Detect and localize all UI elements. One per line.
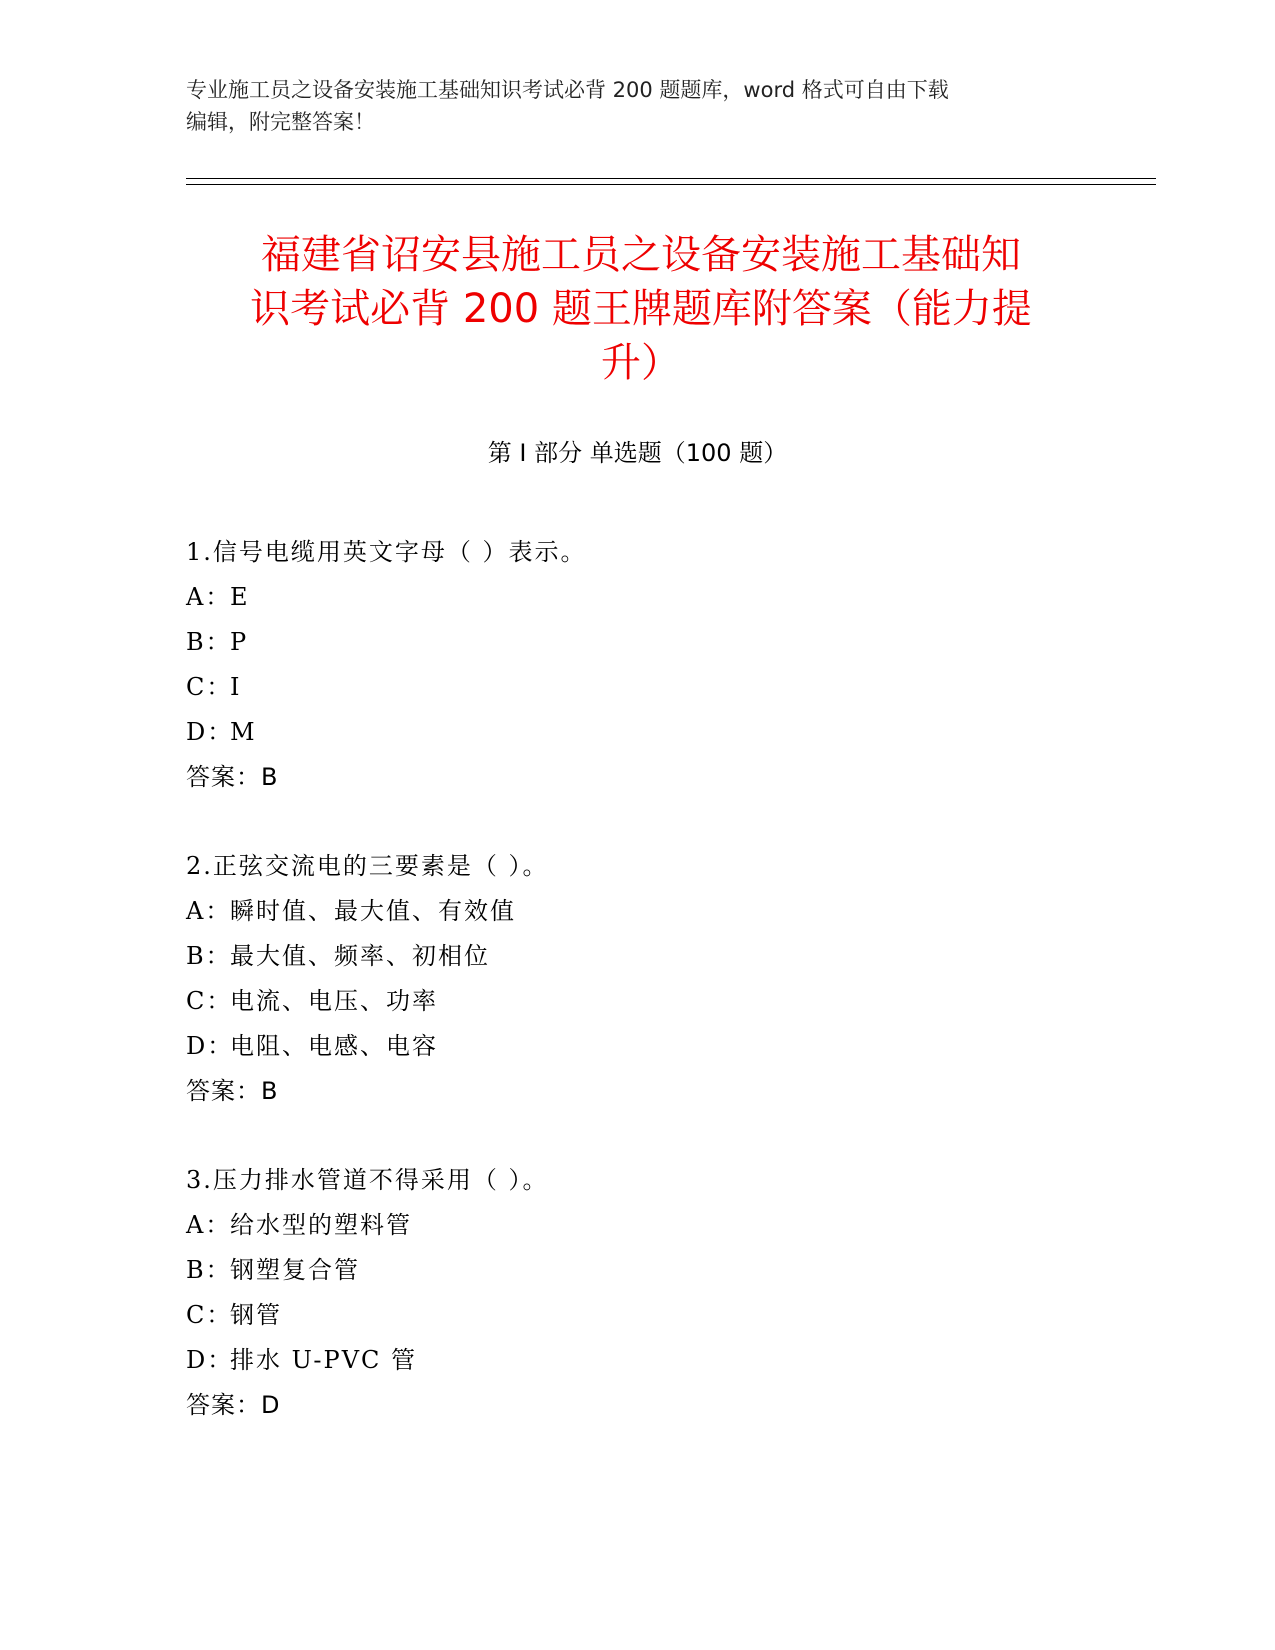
option-letter: A： <box>186 897 232 925</box>
option-text: E <box>230 583 250 611</box>
question-item <box>186 844 1086 1114</box>
answer-line: 答案：B <box>186 763 279 791</box>
option-letter: A： <box>186 583 232 611</box>
option-letter: A： <box>186 1211 232 1239</box>
option-letter: B： <box>186 628 232 656</box>
section-heading: 第 I 部分 单选题（100 题） <box>487 439 788 467</box>
option-text: M <box>230 718 257 746</box>
option-text: P <box>230 628 249 656</box>
question-stem: 1.信号电缆用英文字母（ ）表示。 <box>186 538 587 566</box>
option-letter: B： <box>186 1256 232 1284</box>
answer-line: 答案：B <box>186 1077 279 1105</box>
option-text: I <box>230 673 242 701</box>
option-letter: D： <box>186 1346 234 1374</box>
document-title-line-2: 识考试必背 200 题王牌题库附答案（能力提 <box>250 286 1032 332</box>
option-text: 钢塑复合管 <box>230 1256 360 1284</box>
document-title-line-1: 福建省诏安县施工员之设备安装施工基础知 <box>261 232 1021 278</box>
option-b <box>186 620 1086 665</box>
option-b <box>186 1248 1086 1293</box>
option-text: 给水型的塑料管 <box>230 1211 412 1239</box>
header-divider-top <box>186 178 1156 179</box>
option-a <box>186 575 1086 620</box>
question-list <box>186 530 1086 1472</box>
option-letter: C： <box>186 673 233 701</box>
option-letter: D： <box>186 718 234 746</box>
option-text: 排水 U-PVC 管 <box>230 1346 418 1374</box>
option-text: 最大值、频率、初相位 <box>230 942 490 970</box>
option-d <box>186 1024 1086 1069</box>
option-a <box>186 1203 1086 1248</box>
option-c <box>186 665 1086 710</box>
header-note-line-1: 专业施工员之设备安装施工基础知识考试必背 200 题题库，word 格式可自由下载 <box>186 78 949 102</box>
option-b <box>186 934 1086 979</box>
document-title <box>196 228 1086 390</box>
option-letter: C： <box>186 987 233 1015</box>
document-title-line-3: 升） <box>601 340 681 386</box>
option-text: 电阻、电感、电容 <box>230 1032 438 1060</box>
question-stem: 2.正弦交流电的三要素是（ ）。 <box>186 852 549 880</box>
header-note <box>186 74 1086 138</box>
answer-line: 答案：D <box>186 1391 281 1419</box>
option-c <box>186 979 1086 1024</box>
option-d <box>186 1338 1086 1383</box>
option-d <box>186 710 1086 755</box>
question-item <box>186 530 1086 800</box>
option-a <box>186 889 1086 934</box>
option-letter: B： <box>186 942 232 970</box>
header-divider-bottom <box>186 184 1156 185</box>
header-note-line-2: 编辑，附完整答案！ <box>186 110 375 134</box>
option-c <box>186 1293 1086 1338</box>
option-text: 钢管 <box>230 1301 282 1329</box>
question-stem: 3.压力排水管道不得采用（ ）。 <box>186 1166 549 1194</box>
option-text: 电流、电压、功率 <box>230 987 438 1015</box>
option-text: 瞬时值、最大值、有效值 <box>230 897 516 925</box>
option-letter: D： <box>186 1032 234 1060</box>
question-item <box>186 1158 1086 1428</box>
option-letter: C： <box>186 1301 233 1329</box>
